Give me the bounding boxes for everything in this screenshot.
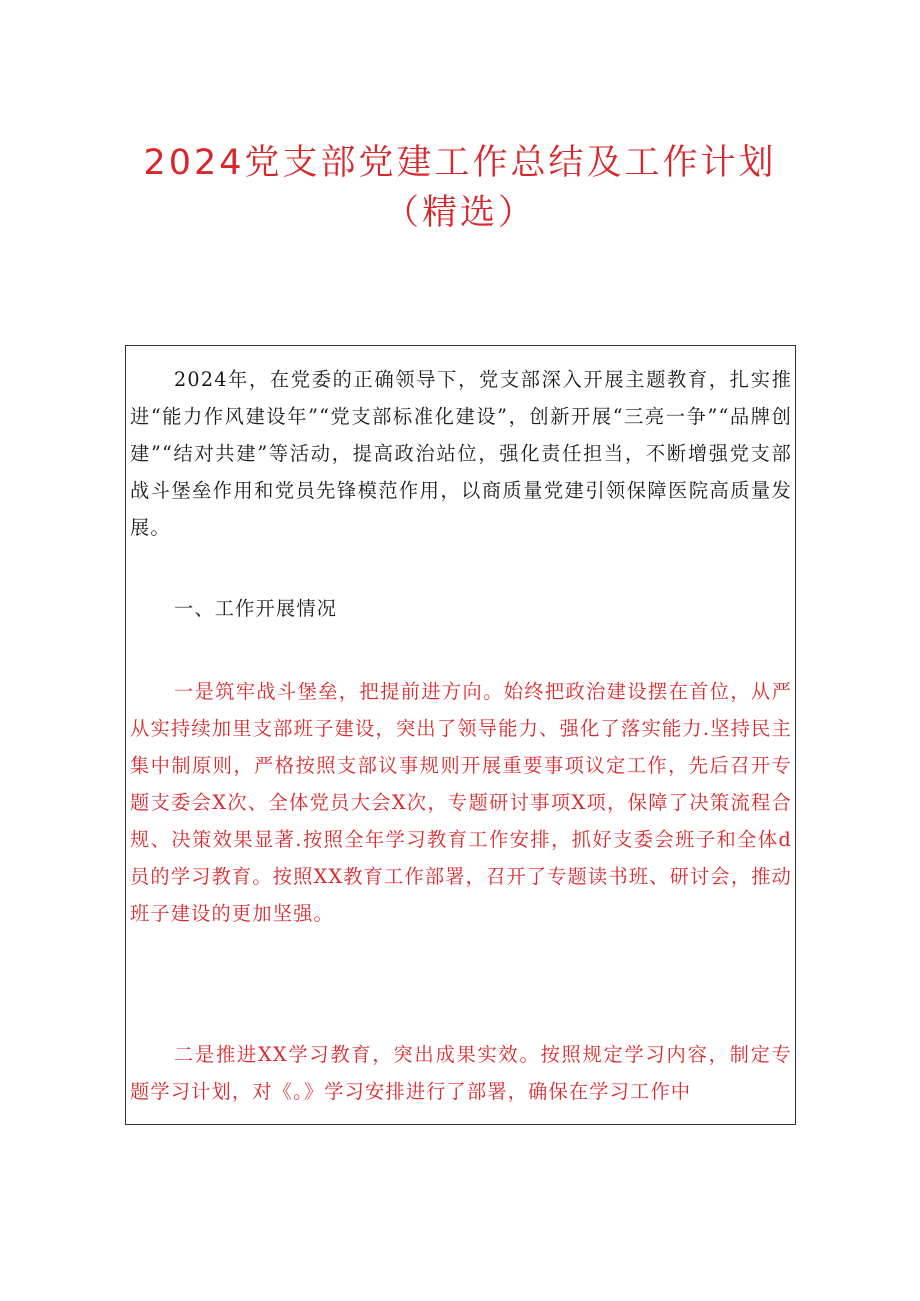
- point-two-paragraph: 二是推进XX学习教育，突出成果实效。按照规定学习内容，制定专题学习计划，对《。》学习安排进行了部署，确保在学习工作中: [130, 1043, 792, 1103]
- section-heading: 一、工作开展情况: [174, 597, 338, 620]
- point-one-paragraph: 一是筑牢战斗堡垒，把提前进方向。始终把政治建设摆在首位，从严从实持续加里支部班子建设，突出了领导能力、强化了落实能力.坚持民主集中制原则，严格按照支部议事规则开展重要事项议定工作，先后召开专题支委会X次、全体党员大会X次，专题研讨事项X项，保障了决策流程合规、决策效果显著.按照全年学习教育工作安排，抓好支委会班子和全体d员的学习教育。按照XX教育工作部署，召开了专题读书班、研讨会，推动班子建设的更加坚强。: [130, 680, 792, 925]
- content-frame: [125, 345, 796, 1125]
- document-title: 2024党支部党建工作总结及工作计划: [143, 143, 777, 183]
- document-subtitle: （精选）: [383, 193, 536, 233]
- intro-paragraph: 2024年，在党委的正确领导下，党支部深入开展主题教育，扎实推进“能力作风建设年”“党支部标准化建设”，创新开展“三亮一争”“品牌创建”“结对共建”等活动，提高政治站位，强化责任担当，不断增强党支部战斗堡垒作用和党员先锋模范作用，以商质量党建引领保障医院高质量发展。: [130, 368, 792, 539]
